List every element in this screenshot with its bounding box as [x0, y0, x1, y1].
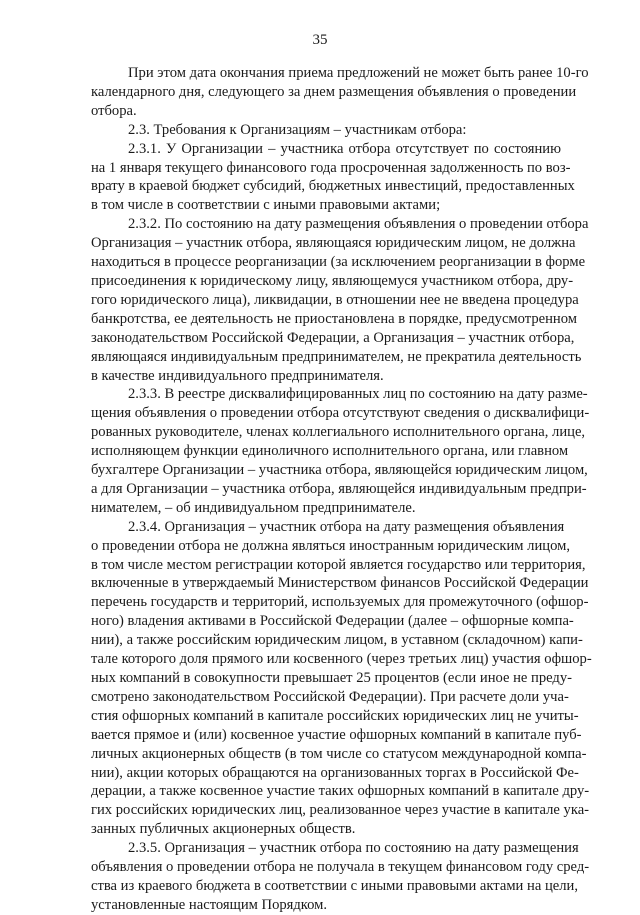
text-line: исполняющем функции единоличного исполнительного органа, или главном: [91, 443, 569, 460]
text-line: о проведении отбора не должна являться иностранным юридическим лицом,: [91, 537, 570, 554]
text-line: 2.3.4. Организация – участник отбора на дату размещения объявления: [128, 518, 565, 535]
text-line: занных публичных акционерных обществ.: [91, 821, 356, 838]
text-line: ных компаний в совокупности превышает 25 процентов (если иное не преду-: [91, 670, 573, 686]
text-line: включенные в утверждаемый Министерством финансов Российской Федерации: [91, 575, 589, 592]
paragraph-2-3-3: [91, 385, 590, 517]
text-line: отбора.: [91, 102, 137, 119]
text-line: врату в краевой бюджет субсидий, бюджетных инвестиций, предоставленных: [91, 178, 575, 195]
text-line: в том числе местом регистрации которой является государство или территория,: [91, 556, 586, 573]
text-line: ства из краевого бюджета в соответствии с иными правовыми актами на цели,: [91, 877, 578, 894]
text-line: нии), акции которых обращаются на организованных торгах в Российской Фе-: [91, 764, 579, 781]
text-line: стия офшорных компаний в капитале российских юридических лиц не учиты-: [91, 707, 579, 724]
document-body: [91, 64, 592, 915]
heading-2-3: [91, 121, 561, 140]
text-line: 2.3.1. У Организации – участника отбора отсутствует по состоянию: [128, 140, 561, 157]
text-line: 2.3.2. По состоянию на дату размещения объявления о проведении отбора: [128, 216, 589, 233]
text-line: 2.3.3. В реестре дисквалифицированных лиц по состоянию на дату разме-: [128, 386, 588, 403]
text-line: календарного дня, следующего за днем размещения объявления о проведении: [91, 83, 577, 100]
text-line: являющаяся индивидуальным предпринимателем, не прекратила деятельность: [91, 348, 582, 365]
text-line: гих российских юридических лиц, реализованное через участие в капитале ука-: [91, 802, 590, 819]
text-line: При этом дата окончания приема предложений не может быть ранее 10-го: [128, 65, 589, 81]
text-line: Организация – участник отбора, являющаяся юридическим лицом, не должна: [91, 235, 576, 252]
text-line: 2.3. Требования к Организациям – участникам отбора:: [128, 121, 467, 138]
text-line: рованных руководителе, членах коллегиального исполнительного органа, лице,: [91, 424, 586, 441]
text-line: в качестве индивидуального предпринимателя.: [91, 367, 384, 384]
text-line: объявления о проведении отбора не получала в текущем финансовом году сред-: [91, 859, 590, 876]
text-line: нии), а также российским юридическим лицом, в уставном (складочном) капи-: [91, 632, 583, 649]
text-line: щения объявления о проведении отбора отсутствуют сведения о дисквалифици-: [91, 405, 590, 422]
text-line: а для Организации – участника отбора, являющейся индивидуальным предпри-: [91, 480, 587, 497]
paragraph-2-3-2: [91, 215, 589, 385]
text-line: гого юридического лица), ликвидации, в отношении нее не введена процедура: [91, 291, 579, 308]
text-line: находиться в процессе реорганизации (за исключением реорганизации в форме: [91, 254, 586, 271]
text-line: присоединения к юридическому лицу, являющемуся участником отбора, дру-: [91, 272, 574, 289]
text-line: дерации, а также косвенное участие таких офшорных компаний в капитале дру-: [91, 783, 590, 800]
text-line: бухгалтере Организации – участника отбора, являющейся юридическим лицом,: [91, 462, 588, 479]
text-line: вается прямое и (или) косвенное участие офшорных компаний в капитале пуб-: [91, 726, 582, 743]
text-line: в том числе в соответствии с иными правовыми актами;: [91, 197, 441, 214]
text-line: тале которого доля прямого или косвенного (через третьих лиц) участия офшор-: [91, 651, 592, 668]
paragraph-2-3-1: [91, 140, 575, 216]
text-line: личных акционерных обществ (в том числе со статусом международной компа-: [91, 745, 587, 762]
paragraph-2-3-5: [91, 839, 590, 915]
text-line: законодательством Российской Федерации, а Организация – участник отбора,: [91, 329, 575, 346]
text-line: на 1 января текущего финансового года просроченная задолженность по воз-: [91, 159, 571, 176]
paragraph-2-3-4: [91, 518, 592, 839]
text-line: нимателем, – об индивидуальном предпринимателе.: [91, 499, 416, 516]
page-number: 35: [312, 32, 328, 48]
text-line: установленные настоящим Порядком.: [91, 896, 328, 913]
text-line: 2.3.5. Организация – участник отбора по состоянию на дату размещения: [128, 840, 579, 857]
paragraph-deadline: [91, 64, 589, 121]
text-line: ного) владения активами в Российской Федерации (далее – офшорные компа-: [91, 613, 574, 630]
text-line: банкротства, ее деятельность не приостановлена в порядке, предусмотренном: [91, 310, 577, 327]
text-line: смотрено законодательством Российской Федерации). При расчете доли уча-: [91, 688, 569, 705]
text-line: перечень государств и территорий, используемых для промежуточного (офшор-: [91, 594, 589, 611]
